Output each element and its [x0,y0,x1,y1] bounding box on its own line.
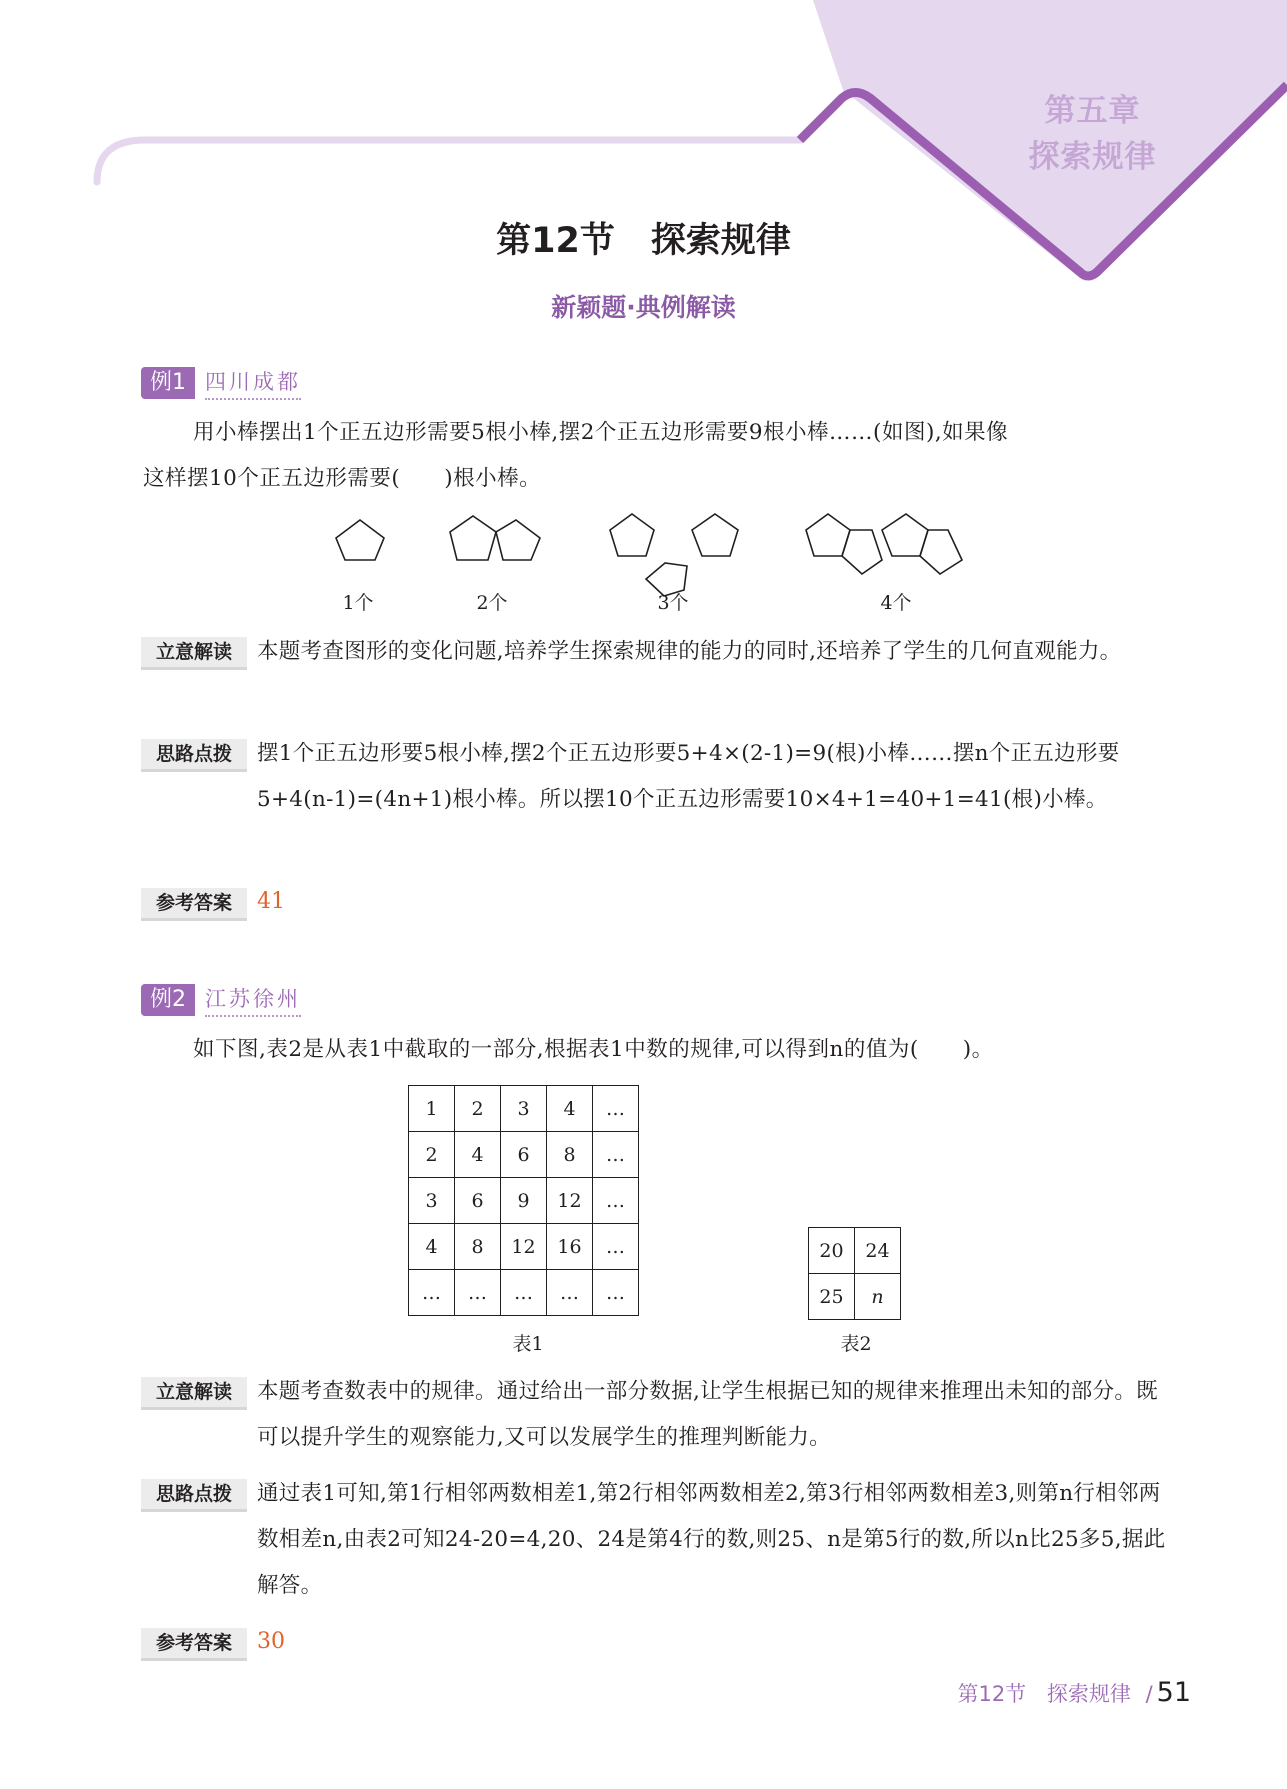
table-2 [808,1227,901,1320]
table-1 [408,1085,639,1316]
pentagon-4-4 [920,530,962,574]
table-cell: … [593,1224,639,1270]
figure-label-2: 2个 [476,592,508,614]
table-cell: 25 [809,1274,855,1320]
table-cell: 4 [547,1086,593,1132]
pentagon-1-1 [336,520,384,560]
table-row [409,1224,639,1270]
table-row [409,1132,639,1178]
table-cell: 3 [409,1178,455,1224]
chapter-number: 第五章 [1044,93,1141,129]
example-location: 江苏徐州 [205,983,301,1017]
table-row [809,1274,901,1320]
table-cell: 2 [455,1086,501,1132]
table-cell: 2 [409,1132,455,1178]
pentagon-2-2 [496,520,540,560]
example-1-question-line1: 用小棒摆出1个正五边形需要5根小棒,摆2个正五边形需要9根小棒……(如图),如果像 [193,420,1009,445]
answer-label: 参考答案 [141,1628,247,1658]
pentagon-4-2 [842,530,882,574]
table-cell: … [409,1270,455,1316]
example-location: 四川成都 [205,366,301,400]
table-row [809,1228,901,1274]
table-cell: 12 [501,1224,547,1270]
footer-name: 探索规律 [1046,1682,1131,1706]
table-cell: 9 [501,1178,547,1224]
example-badge: 例2 [141,984,195,1016]
table-1-caption: 表1 [512,1333,544,1355]
page-subtitle: 新颖题·典例解读 [551,293,736,322]
page-footer [957,1677,1191,1708]
table-row [409,1178,639,1224]
figure-label-4: 4个 [880,592,912,614]
pentagon-4-3 [882,514,928,556]
pentagon-3-1 [610,514,654,556]
intent-text: 本题考查数表中的规律。通过给出一部分数据,让学生根据已知的规律来推理出未知的部分。既可以提升学生的观察能力,又可以发展学生的推理判断能力。 [257,1379,1158,1450]
answer-label: 参考答案 [141,888,247,918]
table-row [409,1086,639,1132]
table-cell: … [455,1270,501,1316]
table-cell: … [593,1270,639,1316]
footer-section: 第12节 [957,1682,1027,1706]
example-2-question: 如下图,表2是从表1中截取的一部分,根据表1中数的规律,可以得到n的值为( )。 [193,1037,994,1062]
table-2-caption: 表2 [840,1333,872,1355]
section-name: 探索规律 [650,221,791,261]
table-cell: … [547,1270,593,1316]
intent-label: 立意解读 [141,1377,247,1407]
table-cell: 1 [409,1086,455,1132]
table-cell: 4 [409,1224,455,1270]
table-cell: 4 [455,1132,501,1178]
table-cell: 16 [547,1224,593,1270]
table-cell: 24 [855,1228,901,1274]
intent-label: 立意解读 [141,637,247,667]
example-2-header [141,984,301,1016]
hint-text: 通过表1可知,第1行相邻两数相差1,第2行相邻两数相差2,第3行相邻两数相差3,则第n行相邻两数相差n,由表2可知24-20=4,20、24是第4行的数,则25、n是第5行的数,所以n比25多5,据此解答。 [257,1481,1166,1598]
footer-separator: / [1145,1682,1153,1706]
figure-label-1: 1个 [342,592,374,614]
answer-value: 41 [257,889,285,914]
table-cell: … [593,1086,639,1132]
chapter-tag [1020,88,1165,180]
hint-text: 摆1个正五边形要5根小棒,摆2个正五边形要5+4×(2-1)=9(根)小棒……摆n个正五边形要5+4(n-1)=(4n+1)根小棒。所以摆10个正五边形需要10×4+1=40+1=41(根)小棒。 [257,741,1120,812]
table-cell: 6 [501,1132,547,1178]
table-cell: … [501,1270,547,1316]
table-cell: 20 [809,1228,855,1274]
section-number: 第12节 [496,221,615,261]
hint-label: 思路点拨 [141,739,247,769]
table-cell: 8 [455,1224,501,1270]
pentagon-3-3 [692,514,738,556]
intent-text: 本题考查图形的变化问题,培养学生探索规律的能力的同时,还培养了学生的几何直观能力。 [257,639,1122,664]
example-1-question-line2: 这样摆10个正五边形需要( )根小棒。 [143,466,542,491]
table-cell: … [593,1178,639,1224]
hint-label: 思路点拨 [141,1479,247,1509]
table-cell: 3 [501,1086,547,1132]
table-cell: 12 [547,1178,593,1224]
chapter-name: 探索规律 [1028,139,1157,175]
table-cell: n [855,1274,901,1320]
figure-label-3: 3个 [657,592,689,614]
pentagon-2-1 [450,516,496,560]
table-cell: 6 [455,1178,501,1224]
example-1-header [141,367,301,399]
table-row [409,1270,639,1316]
answer-value: 30 [257,1629,285,1654]
table-cell: … [593,1132,639,1178]
table-cell: 8 [547,1132,593,1178]
page-number: 51 [1156,1677,1191,1708]
example-badge: 例1 [141,367,195,399]
pentagon-figure [0,500,1287,620]
page-title [0,213,1287,263]
